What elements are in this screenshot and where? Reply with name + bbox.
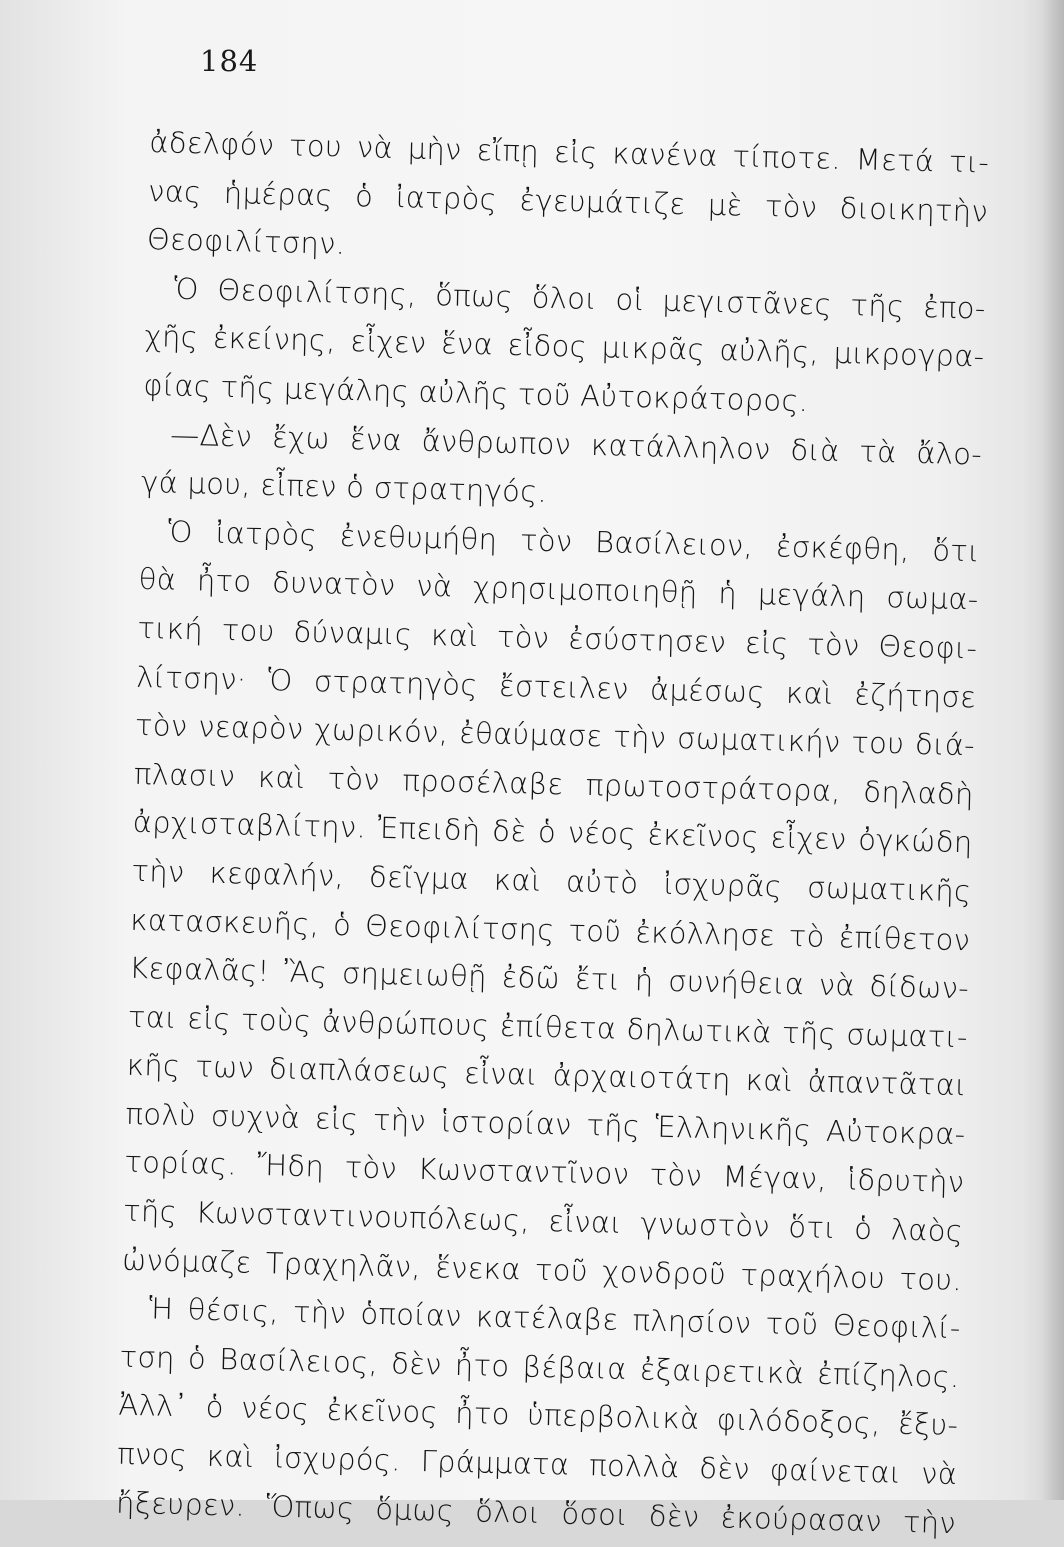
page-number: 184 [200, 44, 259, 78]
text-line: θὰ ἦτο δυνατὸν νὰ χρησιμοποιηθῇ ἡ μεγάλη σωμα- [138, 562, 979, 617]
text-line: λίτσην· Ὁ στρατηγὸς ἔστειλεν ἀμέσως καὶ ἐζήτησε [135, 659, 977, 714]
text-line: τορίας. Ἤδη τὸν Κωνσταντῖνον τὸν Μέγαν, ἱδρυτὴν [124, 1145, 965, 1200]
page-edge-shadow [1042, 0, 1064, 1500]
text-line: φίας τῆς μεγάλης αὐλῆς τοῦ Αὐτοκράτορος. [143, 367, 809, 419]
text-line: τὸν νεαρὸν χωρικόν, ἐθαύμασε τὴν σωματικήν του διά- [134, 707, 976, 763]
text-line: χῆς ἐκείνης, εἶχεν ἕνα εἶδος μικρᾶς αὐλῆς, μικρογρα- [144, 319, 985, 374]
text-line: πνος καὶ ἰσχυρός. Γράμματα πολλὰ δὲν φαίνεται νὰ [116, 1436, 958, 1492]
text-line: τση ὁ Βασίλειος, δὲν ἦτο βέβαια ἐξαιρετικὰ ἐπίζηλος. [119, 1339, 960, 1394]
text-line: κατασκευῆς, ὁ Θεοφιλίτσης τοῦ ἐκόλλησε τὸ ἐπίθετον [130, 902, 971, 957]
text-line: τὴν κεφαλήν, δεῖγμα καὶ αὐτὸ ἰσχυρᾶς σωματικῆς [131, 853, 972, 909]
text-line: ἀδελφόν του νὰ μὴν εἴπῃ εἰς κανένα τίποτε. Μετά τι- [148, 124, 990, 180]
text-line: νας ἡμέρας ὁ ἰατρὸς ἐγευμάτιζε μὲ τὸν διοικητὴν [147, 173, 989, 229]
text-line: Θεοφιλίτσην. [146, 222, 346, 261]
text-line: ἀρχισταβλίτην. Ἐπειδὴ δὲ ὁ νέος ἐκεῖνος εἶχεν ὀγκώδη [132, 805, 973, 860]
text-line: τική του δύναμις καὶ τὸν ἐσύστησεν εἰς τὸν Θεοφι- [137, 610, 978, 666]
text-line: Ἡ θέσις, τὴν ὁποίαν κατέλαβε πλησίον τοῦ Θεοφιλί- [148, 1291, 962, 1346]
text-line: Ἀλλ᾿ ὁ νέος ἐκεῖνος ἦτο ὑπερβολικὰ φιλόδοξος, ἔξυ- [118, 1388, 959, 1443]
text-line: τῆς Κωνσταντινουπόλεως, εἶναι γνωστὸν ὅτι ὁ λαὸς [122, 1193, 964, 1249]
text-line: πλασιν καὶ τὸν προσέλαβε πρωτοστράτορα, δηλαδὴ [133, 756, 975, 812]
text-line: Ὁ Θεοφιλίτσης, ὅπως ὅλοι οἱ μεγιστᾶνες τῆς ἐπο- [173, 271, 987, 326]
text-line: ἤξευρεν. Ὅπως ὅμως ὅλοι ὅσοι δὲν ἐκούρασαν τὴν [115, 1485, 957, 1540]
text-line: —Δὲν ἔχω ἕνα ἄνθρωπον κατάλληλον διὰ τὰ ἄλο- [169, 417, 983, 471]
text-line: ται εἰς τοὺς ἀνθρώπους ἐπίθετα δηλωτικὰ τῆς σωματι- [127, 999, 969, 1054]
text-line: πολὺ συχνὰ εἰς τὴν ἱστορίαν τῆς Ἑλληνικῆς Αὐτοκρα- [125, 1096, 966, 1152]
text-line: γά μου, εἶπεν ὁ στρατηγός. [140, 465, 548, 509]
body-text [116, 118, 990, 1547]
text-line: ὠνόμαζε Τραχηλᾶν, ἕνεκα τοῦ χονδροῦ τραχήλου του. [121, 1242, 963, 1297]
text-line: Ὁ ἰατρὸς ἐνεθυμήθη τὸν Βασίλειον, ἐσκέφθη, ὅτι [167, 514, 981, 569]
text-line: κῆς των διαπλάσεως εἶναι ἀρχαιοτάτη καὶ ἀπαντᾶται [126, 1048, 968, 1103]
text-line: Κεφαλᾶς! Ἂς σημειωθῇ ἐδῶ ἔτι ἡ συνήθεια νὰ δίδων- [128, 950, 970, 1006]
